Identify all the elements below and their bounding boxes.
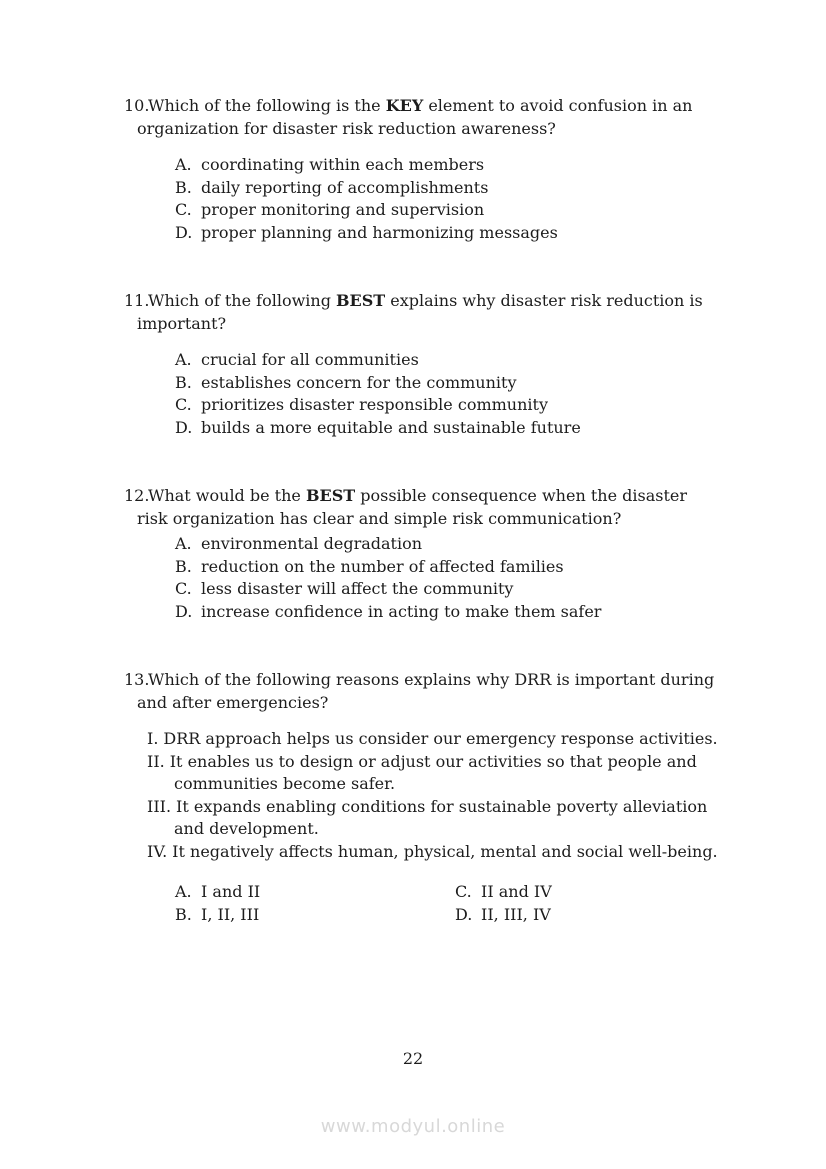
answer-column-left [175,881,455,926]
statement-list [147,728,784,863]
option-b [175,177,784,200]
option-a [175,154,784,177]
stem-text: possible consequence when the disaster [355,486,687,505]
option-text: builds a more equitable and sustainable future [201,417,581,437]
statement-numeral: III. [147,796,172,816]
option-text: II, III, IV [481,904,551,924]
question-12-stem-line-2: risk organization has clear and simple risk communication? [137,508,622,528]
statement-2 [147,751,784,774]
stem-bold-keyword: BEST [305,486,356,505]
statement-text: It negatively affects human, physical, mental and social well-being. [172,841,718,861]
option-text: less disaster will affect the community [201,579,514,598]
statement-numeral: II. [147,751,165,771]
statement-numeral: IV. [147,841,168,861]
question-10-stem-line-1 [124,95,784,118]
statement-3-continuation: and development. [174,819,319,838]
question-10-stem-line-2: organization for disaster risk reduction awareness? [137,118,556,138]
statement-text: It expands enabling conditions for sustainable poverty alleviation [176,796,708,816]
option-text: II and IV [481,882,552,901]
option-text: increase confidence in acting to make them safer [201,601,602,621]
stem-text: Which of the following reasons explains why DRR is important during [148,670,715,689]
option-a [175,881,455,904]
stem-text: What would be the [148,486,306,505]
answer-column-right [455,881,735,926]
stem-text: element to avoid confusion in an [423,96,693,115]
option-c [175,578,784,601]
option-a [175,349,784,372]
option-letter: D. [175,222,193,242]
question-13-answer-options [175,881,784,926]
question-12 [124,485,784,623]
question-12-options [175,533,784,623]
option-b [175,904,455,927]
option-text: proper planning and harmonizing messages [201,222,558,242]
option-letter: A. [175,534,192,553]
question-11-stem-line-1 [124,290,784,313]
option-d [175,222,784,245]
option-text: crucial for all communities [201,350,419,369]
question-11 [124,290,784,439]
option-letter: D. [455,904,473,924]
option-letter: B. [175,556,192,576]
option-c [175,199,784,222]
question-11-stem-line-2: important? [137,313,227,333]
question-number: 12. [124,486,150,505]
option-a [175,533,784,556]
option-text: daily reporting of accomplishments [201,177,489,197]
stem-bold-keyword: BEST [336,291,386,310]
question-12-stem-line-1 [124,485,784,508]
statement-text: It enables us to design or adjust our activities so that people and [169,751,697,771]
question-13-stem-line-2: and after emergencies? [137,692,329,712]
statement-text: DRR approach helps us consider our emergency response activities. [163,729,718,748]
stem-bold-keyword: KEY [385,96,424,115]
watermark-text: www.modyul.online [320,1116,506,1137]
option-text: coordinating within each members [201,155,485,174]
option-text: proper monitoring and supervision [201,200,485,219]
questions-area [124,95,784,926]
option-text: I, II, III [201,904,260,924]
page-number: 22 [402,1049,424,1068]
question-13-stem-line-1 [124,669,784,692]
option-letter: D. [175,417,193,437]
option-letter: C. [175,395,192,414]
option-text: I and II [201,882,261,901]
option-d [455,904,735,927]
stem-text: Which of the following [148,291,337,310]
statement-1 [147,728,784,751]
option-letter: B. [175,177,192,197]
option-d [175,601,784,624]
option-text: environmental degradation [201,534,423,553]
option-letter: A. [175,155,192,174]
option-c [175,394,784,417]
option-text: establishes concern for the community [201,372,517,392]
option-d [175,417,784,440]
option-letter: D. [175,601,193,621]
statement-4 [147,841,784,864]
option-letter: C. [175,579,192,598]
option-letter: A. [175,350,192,369]
question-13 [124,669,784,926]
question-10 [124,95,784,244]
question-11-options [175,349,784,439]
stem-text: Which of the following is the [148,96,386,115]
question-10-options [175,154,784,244]
option-text: prioritizes disaster responsible community [201,395,548,414]
statement-numeral: I. [147,729,159,748]
statement-2-continuation: communities become safer. [174,774,396,793]
option-letter: B. [175,372,192,392]
question-number: 13. [124,670,150,689]
option-c [455,881,735,904]
statement-3 [147,796,784,819]
question-number: 11. [124,291,150,310]
option-b [175,556,784,579]
question-number: 10. [124,96,150,115]
option-b [175,372,784,395]
stem-text: explains why disaster risk reduction is [385,291,703,310]
option-letter: B. [175,904,192,924]
option-letter: A. [175,882,192,901]
option-text: reduction on the number of affected families [201,556,564,576]
option-letter: C. [455,882,472,901]
option-letter: C. [175,200,192,219]
